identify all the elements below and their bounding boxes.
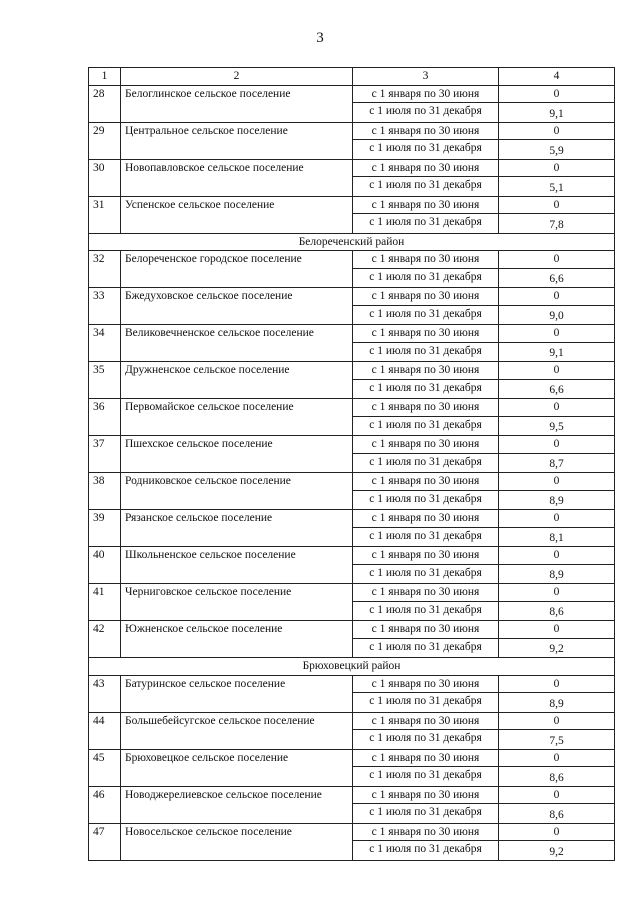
table-row bbox=[89, 473, 615, 491]
period-second-half: с 1 июля по 31 декабря bbox=[353, 601, 499, 621]
period-first-half: с 1 января по 30 июня bbox=[353, 325, 499, 343]
settlement-name: Южненское сельское поселение bbox=[121, 621, 353, 658]
table-row bbox=[89, 196, 615, 214]
period-second-half: с 1 июля по 31 декабря bbox=[353, 453, 499, 473]
period-second-half: с 1 июля по 31 декабря bbox=[353, 140, 499, 160]
value-second-half: 9,1 bbox=[499, 103, 615, 123]
settlement-name: Центральное сельское поселение bbox=[121, 122, 353, 159]
table-row bbox=[89, 749, 615, 767]
period-first-half: с 1 января по 30 июня bbox=[353, 786, 499, 804]
period-second-half: с 1 июля по 31 декабря bbox=[353, 103, 499, 123]
value-second-half: 9,0 bbox=[499, 305, 615, 325]
value-second-half: 6,6 bbox=[499, 268, 615, 288]
value-second-half: 9,5 bbox=[499, 416, 615, 436]
period-first-half: с 1 января по 30 июня bbox=[353, 122, 499, 140]
row-number: 41 bbox=[89, 584, 121, 621]
settlement-name: Пшехское сельское поселение bbox=[121, 436, 353, 473]
value-first-half: 0 bbox=[499, 473, 615, 491]
value-first-half: 0 bbox=[499, 159, 615, 177]
value-first-half: 0 bbox=[499, 584, 615, 602]
settlement-name: Новосельское сельское поселение bbox=[121, 823, 353, 860]
period-second-half: с 1 июля по 31 декабря bbox=[353, 730, 499, 750]
settlement-name: Батуринское сельское поселение bbox=[121, 675, 353, 712]
value-second-half: 5,1 bbox=[499, 177, 615, 197]
row-number: 46 bbox=[89, 786, 121, 823]
value-second-half: 9,1 bbox=[499, 342, 615, 362]
settlement-name: Новоджерелиевское сельское поселение bbox=[121, 786, 353, 823]
value-second-half: 8,7 bbox=[499, 453, 615, 473]
settlement-name: Родниковское сельское поселение bbox=[121, 473, 353, 510]
period-first-half: с 1 января по 30 июня bbox=[353, 712, 499, 730]
settlement-name: Белореченское городское поселение bbox=[121, 251, 353, 288]
value-first-half: 0 bbox=[499, 621, 615, 639]
header-cell: 2 bbox=[121, 68, 353, 86]
value-first-half: 0 bbox=[499, 712, 615, 730]
value-first-half: 0 bbox=[499, 749, 615, 767]
period-first-half: с 1 января по 30 июня bbox=[353, 510, 499, 528]
tariff-table bbox=[88, 67, 615, 861]
period-first-half: с 1 января по 30 июня bbox=[353, 288, 499, 306]
period-first-half: с 1 января по 30 июня bbox=[353, 473, 499, 491]
value-first-half: 0 bbox=[499, 786, 615, 804]
table-row bbox=[89, 621, 615, 639]
value-first-half: 0 bbox=[499, 122, 615, 140]
value-second-half: 7,5 bbox=[499, 730, 615, 750]
value-second-half: 8,9 bbox=[499, 693, 615, 713]
period-first-half: с 1 января по 30 июня bbox=[353, 675, 499, 693]
value-second-half: 9,2 bbox=[499, 638, 615, 658]
row-number: 42 bbox=[89, 621, 121, 658]
value-first-half: 0 bbox=[499, 436, 615, 454]
period-first-half: с 1 января по 30 июня bbox=[353, 823, 499, 841]
value-first-half: 0 bbox=[499, 510, 615, 528]
settlement-name: Большебейсугское сельское поселение bbox=[121, 712, 353, 749]
row-number: 47 bbox=[89, 823, 121, 860]
table-row bbox=[89, 362, 615, 380]
value-first-half: 0 bbox=[499, 823, 615, 841]
row-number: 30 bbox=[89, 159, 121, 196]
period-second-half: с 1 июля по 31 декабря bbox=[353, 638, 499, 658]
value-first-half: 0 bbox=[499, 288, 615, 306]
table-row bbox=[89, 122, 615, 140]
table-row bbox=[89, 159, 615, 177]
period-first-half: с 1 января по 30 июня bbox=[353, 399, 499, 417]
row-number: 31 bbox=[89, 196, 121, 233]
settlement-name: Белоглинское сельское поселение bbox=[121, 85, 353, 122]
settlement-name: Бжедуховское сельское поселение bbox=[121, 288, 353, 325]
table-row bbox=[89, 399, 615, 417]
settlement-name: Черниговское сельское поселение bbox=[121, 584, 353, 621]
value-first-half: 0 bbox=[499, 362, 615, 380]
value-second-half: 8,1 bbox=[499, 527, 615, 547]
table-row bbox=[89, 712, 615, 730]
table-row bbox=[89, 823, 615, 841]
period-second-half: с 1 июля по 31 декабря bbox=[353, 490, 499, 510]
settlement-name: Брюховецкое сельское поселение bbox=[121, 749, 353, 786]
period-second-half: с 1 июля по 31 декабря bbox=[353, 527, 499, 547]
row-number: 37 bbox=[89, 436, 121, 473]
period-first-half: с 1 января по 30 июня bbox=[353, 159, 499, 177]
table-row bbox=[89, 85, 615, 103]
table-row bbox=[89, 584, 615, 602]
value-second-half: 9,2 bbox=[499, 841, 615, 861]
period-first-half: с 1 января по 30 июня bbox=[353, 436, 499, 454]
row-number: 36 bbox=[89, 399, 121, 436]
value-first-half: 0 bbox=[499, 547, 615, 565]
page-number: 3 bbox=[316, 30, 324, 46]
settlement-name: Новопавловское сельское поселение bbox=[121, 159, 353, 196]
value-first-half: 0 bbox=[499, 325, 615, 343]
row-number: 33 bbox=[89, 288, 121, 325]
district-name: Брюховецкий район bbox=[89, 658, 615, 676]
period-second-half: с 1 июля по 31 декабря bbox=[353, 342, 499, 362]
period-second-half: с 1 июля по 31 декабря bbox=[353, 416, 499, 436]
value-second-half: 8,6 bbox=[499, 767, 615, 787]
row-number: 44 bbox=[89, 712, 121, 749]
header-cell: 1 bbox=[89, 68, 121, 86]
row-number: 28 bbox=[89, 85, 121, 122]
value-second-half: 5,9 bbox=[499, 140, 615, 160]
period-first-half: с 1 января по 30 июня bbox=[353, 362, 499, 380]
settlement-name: Рязанское сельское поселение bbox=[121, 510, 353, 547]
period-first-half: с 1 января по 30 июня bbox=[353, 251, 499, 269]
period-second-half: с 1 июля по 31 декабря bbox=[353, 804, 499, 824]
value-first-half: 0 bbox=[499, 196, 615, 214]
row-number: 40 bbox=[89, 547, 121, 584]
period-second-half: с 1 июля по 31 декабря bbox=[353, 767, 499, 787]
value-second-half: 8,9 bbox=[499, 564, 615, 584]
settlement-name: Успенское сельское поселение bbox=[121, 196, 353, 233]
settlement-name: Школьненское сельское поселение bbox=[121, 547, 353, 584]
table-row bbox=[89, 510, 615, 528]
table-row bbox=[89, 251, 615, 269]
period-second-half: с 1 июля по 31 декабря bbox=[353, 305, 499, 325]
period-second-half: с 1 июля по 31 декабря bbox=[353, 693, 499, 713]
value-second-half: 8,6 bbox=[499, 804, 615, 824]
row-number: 35 bbox=[89, 362, 121, 399]
row-number: 43 bbox=[89, 675, 121, 712]
value-second-half: 7,8 bbox=[499, 214, 615, 234]
settlement-name: Дружненское сельское поселение bbox=[121, 362, 353, 399]
period-first-half: с 1 января по 30 июня bbox=[353, 621, 499, 639]
table-row bbox=[89, 288, 615, 306]
value-second-half: 6,6 bbox=[499, 379, 615, 399]
table-row bbox=[89, 547, 615, 565]
header-cell: 3 bbox=[353, 68, 499, 86]
settlement-name: Первомайское сельское поселение bbox=[121, 399, 353, 436]
table-row bbox=[89, 436, 615, 454]
row-number: 32 bbox=[89, 251, 121, 288]
district-row bbox=[89, 233, 615, 251]
row-number: 29 bbox=[89, 122, 121, 159]
period-second-half: с 1 июля по 31 декабря bbox=[353, 379, 499, 399]
row-number: 39 bbox=[89, 510, 121, 547]
period-second-half: с 1 июля по 31 декабря bbox=[353, 268, 499, 288]
row-number: 38 bbox=[89, 473, 121, 510]
header-row bbox=[89, 68, 615, 86]
value-second-half: 8,9 bbox=[499, 490, 615, 510]
period-second-half: с 1 июля по 31 декабря bbox=[353, 564, 499, 584]
value-first-half: 0 bbox=[499, 675, 615, 693]
row-number: 45 bbox=[89, 749, 121, 786]
value-first-half: 0 bbox=[499, 85, 615, 103]
header-cell: 4 bbox=[499, 68, 615, 86]
period-first-half: с 1 января по 30 июня bbox=[353, 85, 499, 103]
period-first-half: с 1 января по 30 июня bbox=[353, 749, 499, 767]
district-name: Белореченский район bbox=[89, 233, 615, 251]
period-second-half: с 1 июля по 31 декабря bbox=[353, 177, 499, 197]
value-second-half: 8,6 bbox=[499, 601, 615, 621]
period-first-half: с 1 января по 30 июня bbox=[353, 196, 499, 214]
value-first-half: 0 bbox=[499, 399, 615, 417]
table-row bbox=[89, 325, 615, 343]
period-second-half: с 1 июля по 31 декабря bbox=[353, 214, 499, 234]
table-row bbox=[89, 786, 615, 804]
table-row bbox=[89, 675, 615, 693]
period-second-half: с 1 июля по 31 декабря bbox=[353, 841, 499, 861]
row-number: 34 bbox=[89, 325, 121, 362]
value-first-half: 0 bbox=[499, 251, 615, 269]
district-row bbox=[89, 658, 615, 676]
period-first-half: с 1 января по 30 июня bbox=[353, 547, 499, 565]
settlement-name: Великовечненское сельское поселение bbox=[121, 325, 353, 362]
period-first-half: с 1 января по 30 июня bbox=[353, 584, 499, 602]
